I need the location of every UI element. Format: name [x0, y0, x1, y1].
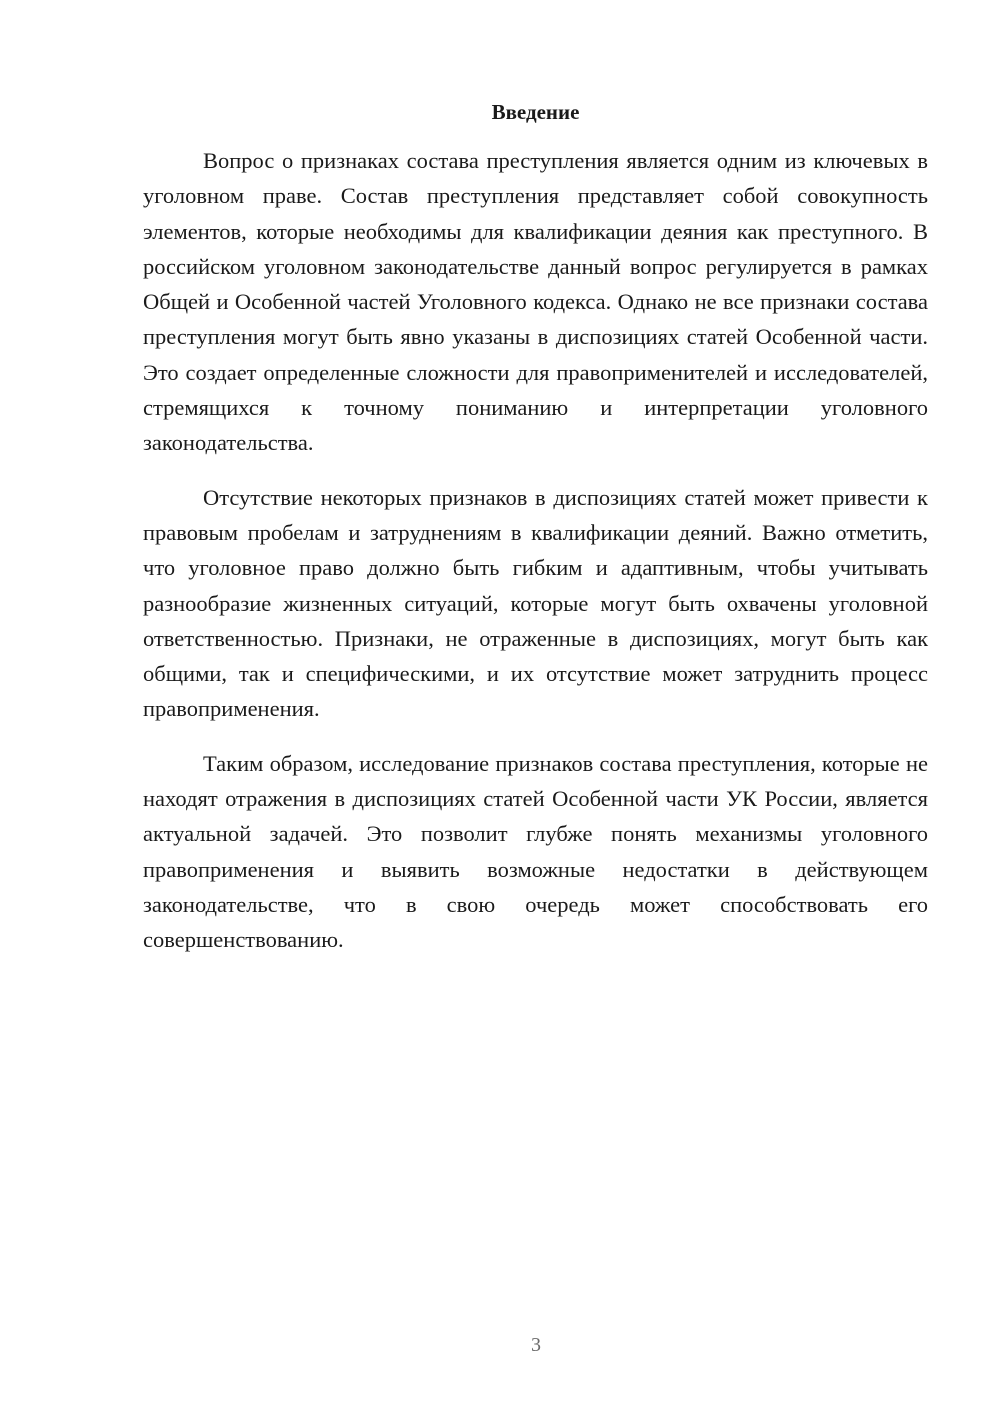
body-text [143, 143, 928, 977]
paragraph-2: Отсутствие некоторых признаков в диспозициях статей может привести к правовым пробелам и затруднениям в квалификации деяний. Важно отметить, что уголовное право должно быть гибким и адаптивным, чтобы учитывать разнообразие жизненных ситуаций, которые могут быть охвачены уголовной ответственностью. Признаки, не отраженные в диспозициях, могут быть как общими, так и специфическими, и их отсутствие может затруднить процесс правоприменения. [143, 484, 928, 722]
paragraph-3: Таким образом, исследование признаков состава преступления, которые не находят отражения в диспозициях статей Особенной части УК России, является актуальной задачей. Это позволит глубже понять механизмы уголовного правоприменения и выявить возможные недостатки в действующем законодательстве, что в свою очередь может способствовать его совершенствованию. [143, 750, 928, 953]
paragraph-1: Вопрос о признаках состава преступления является одним из ключевых в уголовном праве. Состав преступления представляет собой совокупность элементов, которые необходимы для квалификации деяния как преступного. В российском уголовном законодательстве данный вопрос регулируется в рамках Общей и Особенной частей Уголовного кодекса. Однако не все признаки состава преступления могут быть явно указаны в диспозициях статей Особенной части. Это создает определенные сложности для правоприменителей и исследователей, стремящихся к точному пониманию и интерпретации уголовного законодательства. [143, 148, 928, 456]
page-title: Введение [491, 100, 580, 124]
page-number: 3 [531, 1334, 541, 1356]
